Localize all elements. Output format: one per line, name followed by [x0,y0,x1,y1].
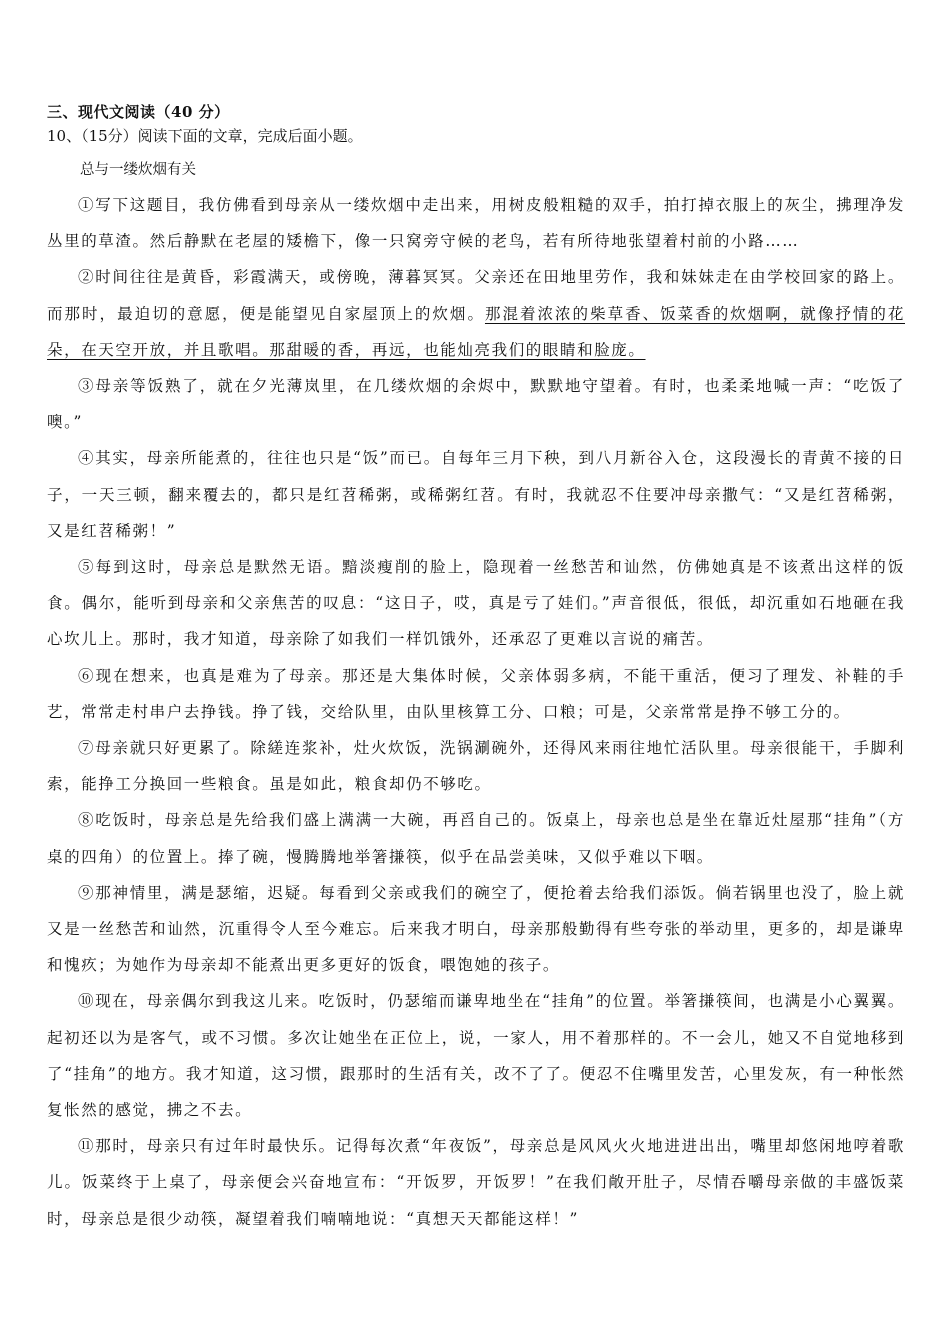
paragraph-3: ③母亲等饭熟了，就在夕光薄岚里，在几缕炊烟的余烬中，默默地守望着。有时，也柔柔地喊一声：“吃饭了噢。” [47,377,905,432]
paragraph-8: ⑧吃饭时，母亲总是先给我们盛上满满一大碗，再舀自己的。饭桌上，母亲也总是坐在靠近灶屋那“挂角”（方桌的四角）的位置上。捧了碗，慢腾腾地举箸搛筷，似乎在品尝美味，又似乎难以下咽。 [47,811,905,866]
paragraph-6: ⑥现在想来，也真是难为了母亲。那还是大集体时候，父亲体弱多病，不能干重活，便习了理发、补鞋的手艺，常常走村串户去挣钱。挣了钱，交给队里，由队里核算工分、口粮；可是，父亲常常是挣不够工分的。 [47,666,905,721]
article-title: 总与一缕炊烟有关 [80,162,196,178]
paragraph-4: ④其实，母亲所能煮的，往往也只是“饭”而已。自每年三月下秧，到八月新谷入仓，这段漫长的青黄不接的日子，一天三顿，翻来覆去的，都只是红苕稀粥，或稀粥红苕。有时，我就忍不住要冲母亲撒气：“又是红苕稀粥，又是红苕稀粥！” [47,449,905,540]
article-body [47,187,905,1237]
question-prompt: 10、（15分）阅读下面的文章，完成后面小题。 [47,127,363,145]
paragraph-7: ⑦母亲就只好更累了。除縒连浆补，灶火炊饭，洗锅涮碗外，还得风来雨往地忙活队里。母亲很能干，手脚利索，能挣工分换回一些粮食。虽是如此，粮食却仍不够吃。 [47,739,905,794]
paragraph-5: ⑤每到这时，母亲总是默然无语。黯淡瘦削的脸上，隐现着一丝愁苦和讪然，仿佛她真是不该煮出这样的饭食。偶尔，能听到母亲和父亲焦苦的叹息：“这日子，哎，真是亏了娃们。”声音很低，很低，却沉重如石地砸在我心坎儿上。那时，我才知道，母亲除了如我们一样饥饿外，还承忍了更难以言说的痛苦。 [47,558,905,649]
paragraph-11: ⑪那时，母亲只有过年时最快乐。记得每次煮“年夜饭”，母亲总是风风火火地进进出出，嘴里却悠闲地哼着歌儿。饭菜终于上桌了，母亲便会兴奋地宣布：“开饭罗，开饭罗！”在我们敞开肚子，尽情吞嚼母亲做的丰盛饭菜时，母亲总是很少动筷，凝望着我们喃喃地说：“真想天天都能这样！” [47,1137,905,1228]
underlined-sentence: 那混着浓浓的柴草香、饭菜香的炊烟啊，就像抒情的花朵，在天空开放，并且歌唱。那甜暖的香，再远，也能灿亮我们的眼睛和脸庞。 [47,304,905,359]
paragraph-2: ②时间往往是黄昏，彩霞满天，或傍晚，薄暮冥冥。父亲还在田地里劳作，我和妹妹走在由学校回家的路上。而那时，最迫切的意愿，便是能望见自家屋顶上的炊烟。那混着浓浓的柴草香、饭菜香的炊烟啊，就像抒情的花朵，在天空开放，并且歌唱。那甜暖的香，再远，也能灿亮我们的眼睛和脸庞。 [47,268,905,359]
paragraph-1: ①写下这题目，我仿佛看到母亲从一缕炊烟中走出来，用树皮般粗糙的双手，拍打掉衣服上的灰尘，拂理净发丛里的草渣。然后静默在老屋的矮檐下，像一只窝旁守候的老鸟，若有所待地张望着村前的小路…… [47,196,905,251]
section-heading: 三、现代文阅读（40 分） [47,103,230,121]
paragraph-10: ⑩现在，母亲偶尔到我这儿来。吃饭时，仍瑟缩而谦卑地坐在“挂角”的位置。举箸搛筷间，也满是小心翼翼。起初还以为是客气，或不习惯。多次让她坐在正位上，说，一家人，用不着那样的。不一会儿，她又不自觉地移到了“挂角”的地方。我才知道，这习惯，跟那时的生活有关，改不了了。便忍不住嘴里发苦，心里发灰，有一种怅然复怅然的感觉，拂之不去。 [47,992,905,1120]
paragraph-9: ⑨那神情里，满是瑟缩，迟疑。每看到父亲或我们的碗空了，便抢着去给我们添饭。倘若锅里也没了，脸上就又是一丝愁苦和讪然，沉重得令人至今难忘。后来我才明白，母亲那般勤得有些夸张的举动里，更多的，却是谦卑和愧疚；为她作为母亲却不能煮出更多更好的饭食，喂饱她的孩子。 [47,883,905,975]
